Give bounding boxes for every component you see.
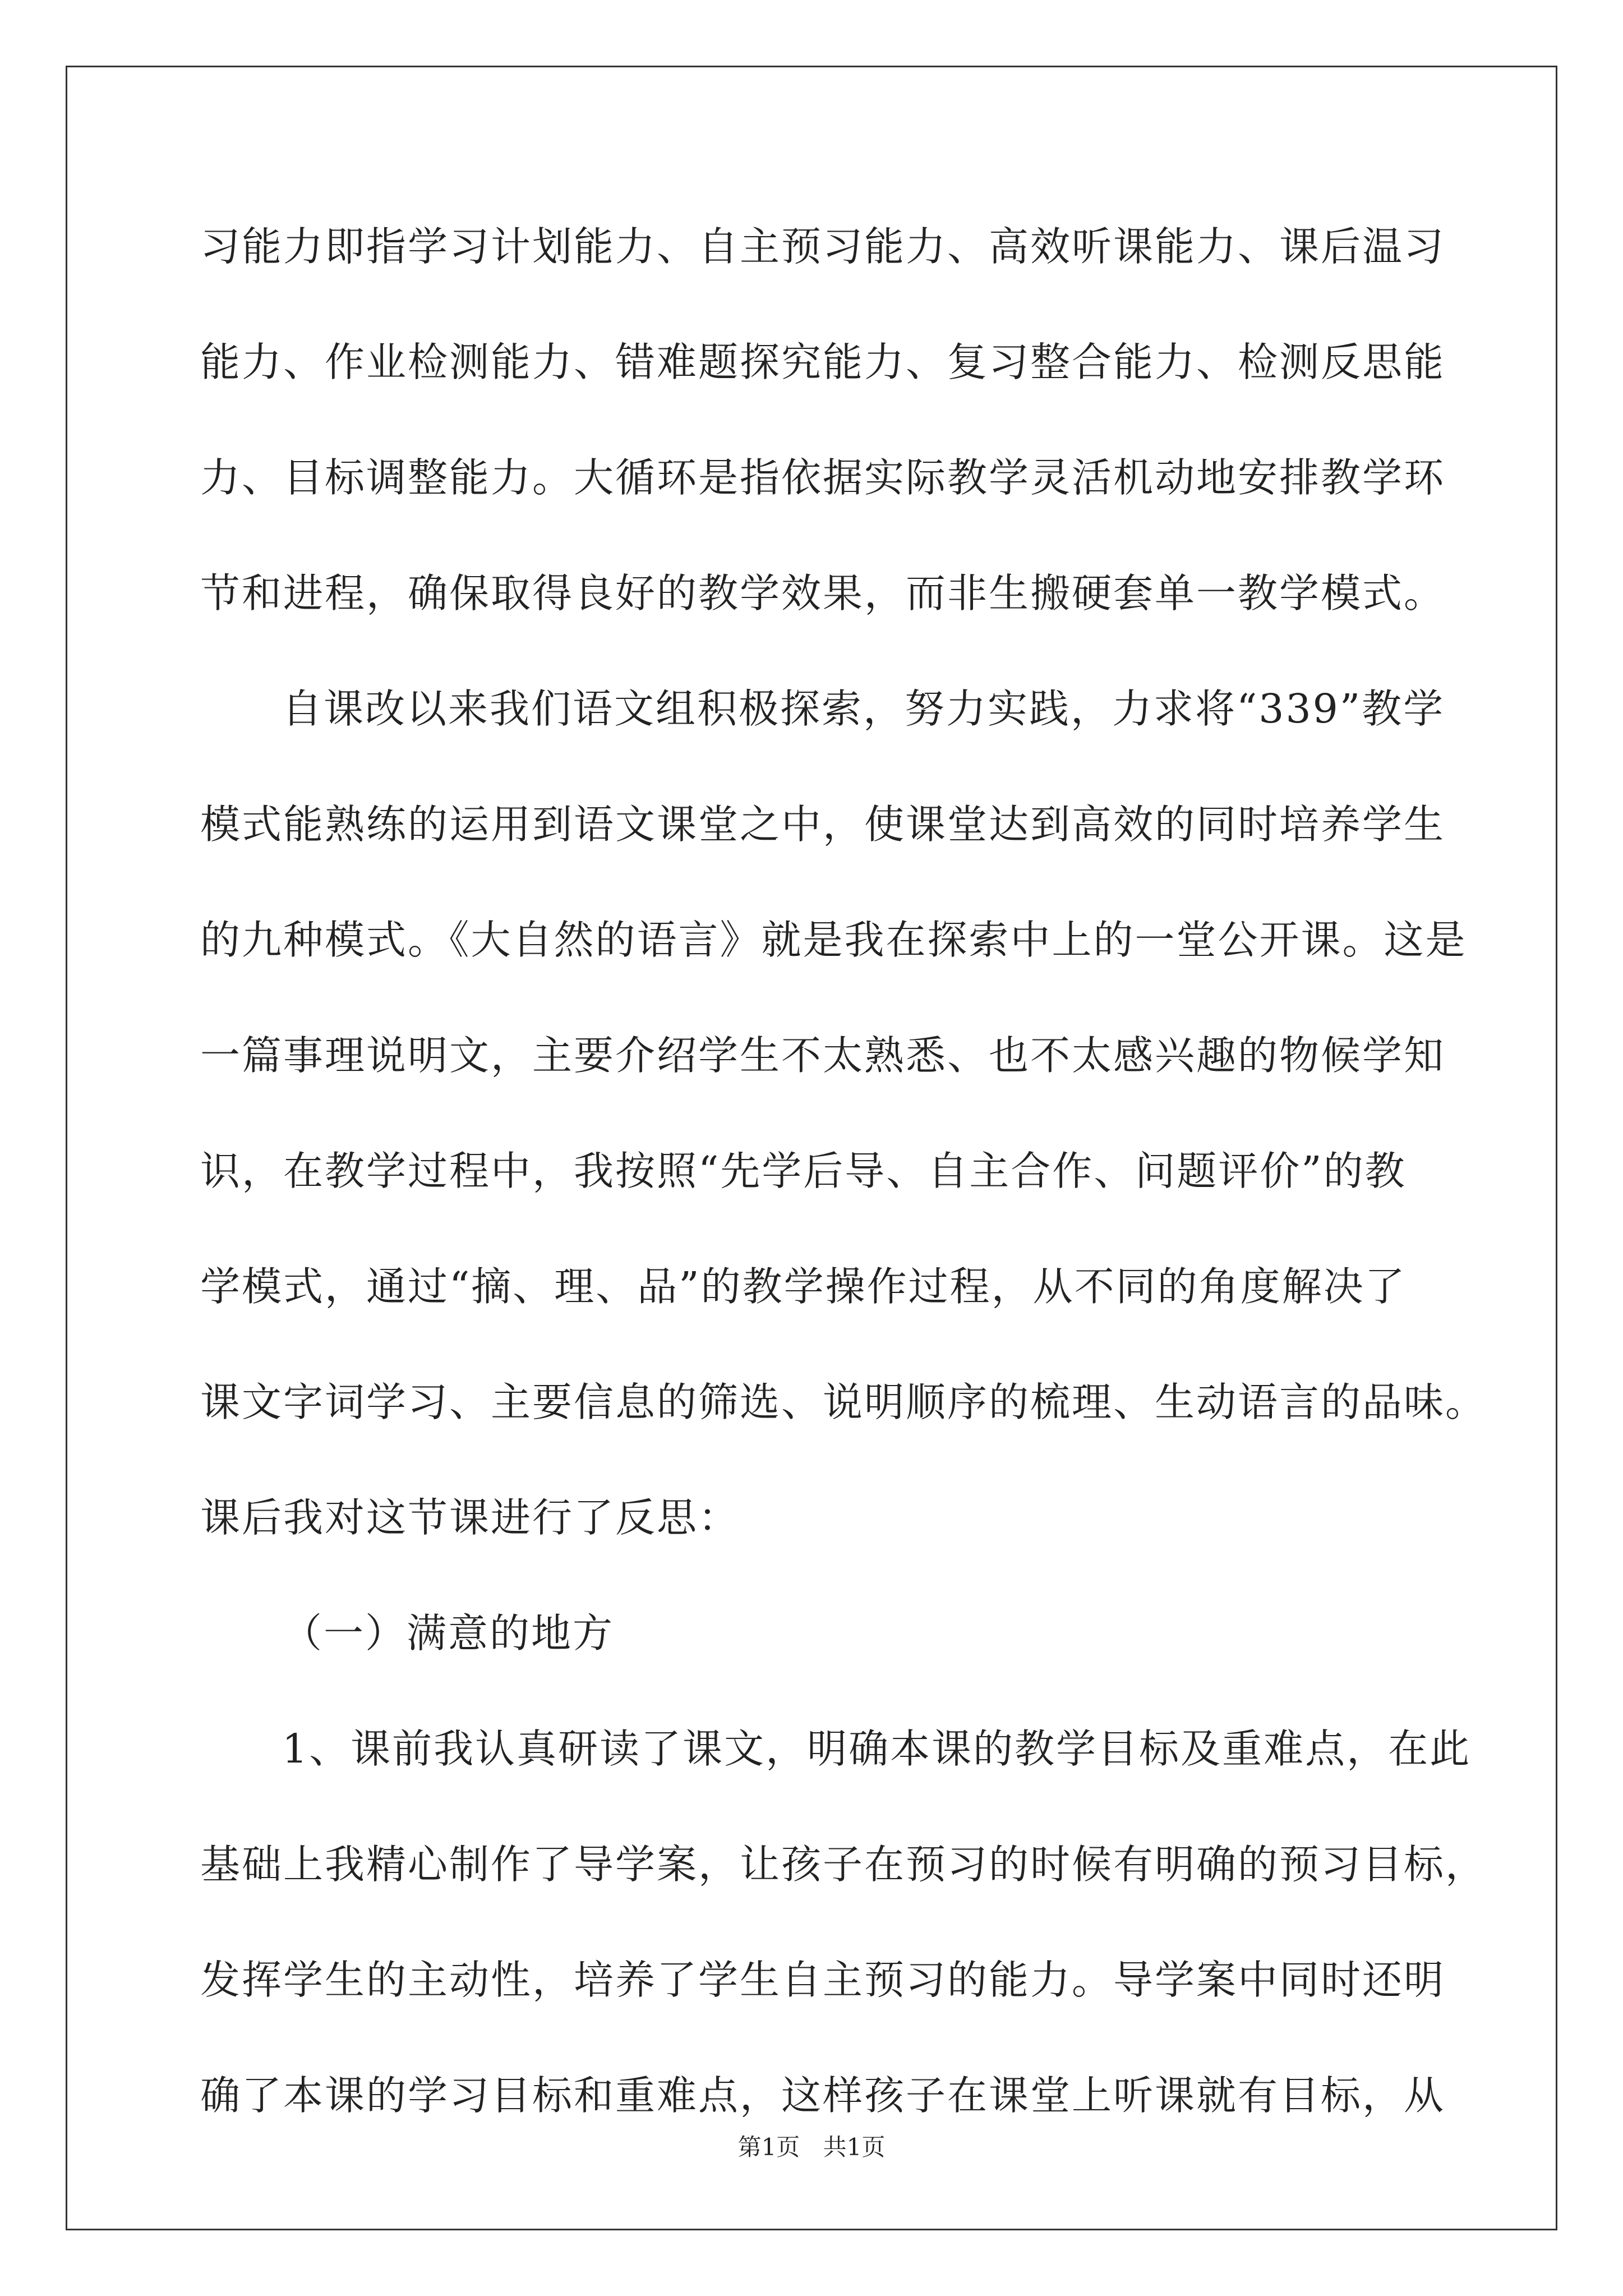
text-line: 学模式，通过“摘、理、品”的教学操作过程，从不同的角度解决了 xyxy=(200,1263,1407,1310)
text-line: 基础上我精心制作了导学案，让孩子在预习的时候有明确的预习目标， xyxy=(200,1841,1487,1888)
page-total: 共1页 xyxy=(823,2133,886,2161)
text-line: 模式能熟练的运用到语文课堂之中，使课堂达到高效的同时培养学生 xyxy=(200,801,1446,848)
text-line: 识，在教学过程中，我按照“先学后导、自主合作、问题评价”的教 xyxy=(200,1148,1407,1194)
text-line: 1、课前我认真研读了课文，明确本课的教学目标及重难点，在此 xyxy=(282,1726,1472,1772)
text-line: 习能力即指学习计划能力、自主预习能力、高效听课能力、课后温习 xyxy=(200,223,1446,270)
text-line: 的九种模式。《大自然的语言》就是我在探索中上的一堂公开课。这是 xyxy=(200,917,1467,963)
text-line: 确了本课的学习目标和重难点，这样孩子在课堂上听课就有目标，从 xyxy=(200,2072,1446,2119)
text-line: 一篇事理说明文，主要介绍学生不太熟悉、也不太感兴趣的物候学知 xyxy=(200,1032,1446,1079)
text-line: 自课改以来我们语文组积极探索，努力实践，力求将“339”教学 xyxy=(282,685,1445,732)
text-line: 课文字词学习、主要信息的筛选、说明顺序的梳理、生动语言的品味。 xyxy=(200,1379,1487,1425)
text-line: 节和进程，确保取得良好的教学效果，而非生搬硬套单一教学模式。 xyxy=(200,570,1446,616)
page-number: 第1页 xyxy=(737,2133,800,2161)
section-heading: （一）满意的地方 xyxy=(282,1610,615,1657)
text-line: 力、目标调整能力。大循环是指依据实际教学灵活机动地安排教学环 xyxy=(200,454,1446,501)
page-footer xyxy=(0,2129,1623,2162)
text-line: 课后我对这节课进行了反思： xyxy=(200,1494,740,1541)
text-line: 发挥学生的主动性，培养了学生自主预习的能力。导学案中同时还明 xyxy=(200,1957,1446,2003)
text-line: 能力、作业检测能力、错难题探究能力、复习整合能力、检测反思能 xyxy=(200,339,1446,385)
